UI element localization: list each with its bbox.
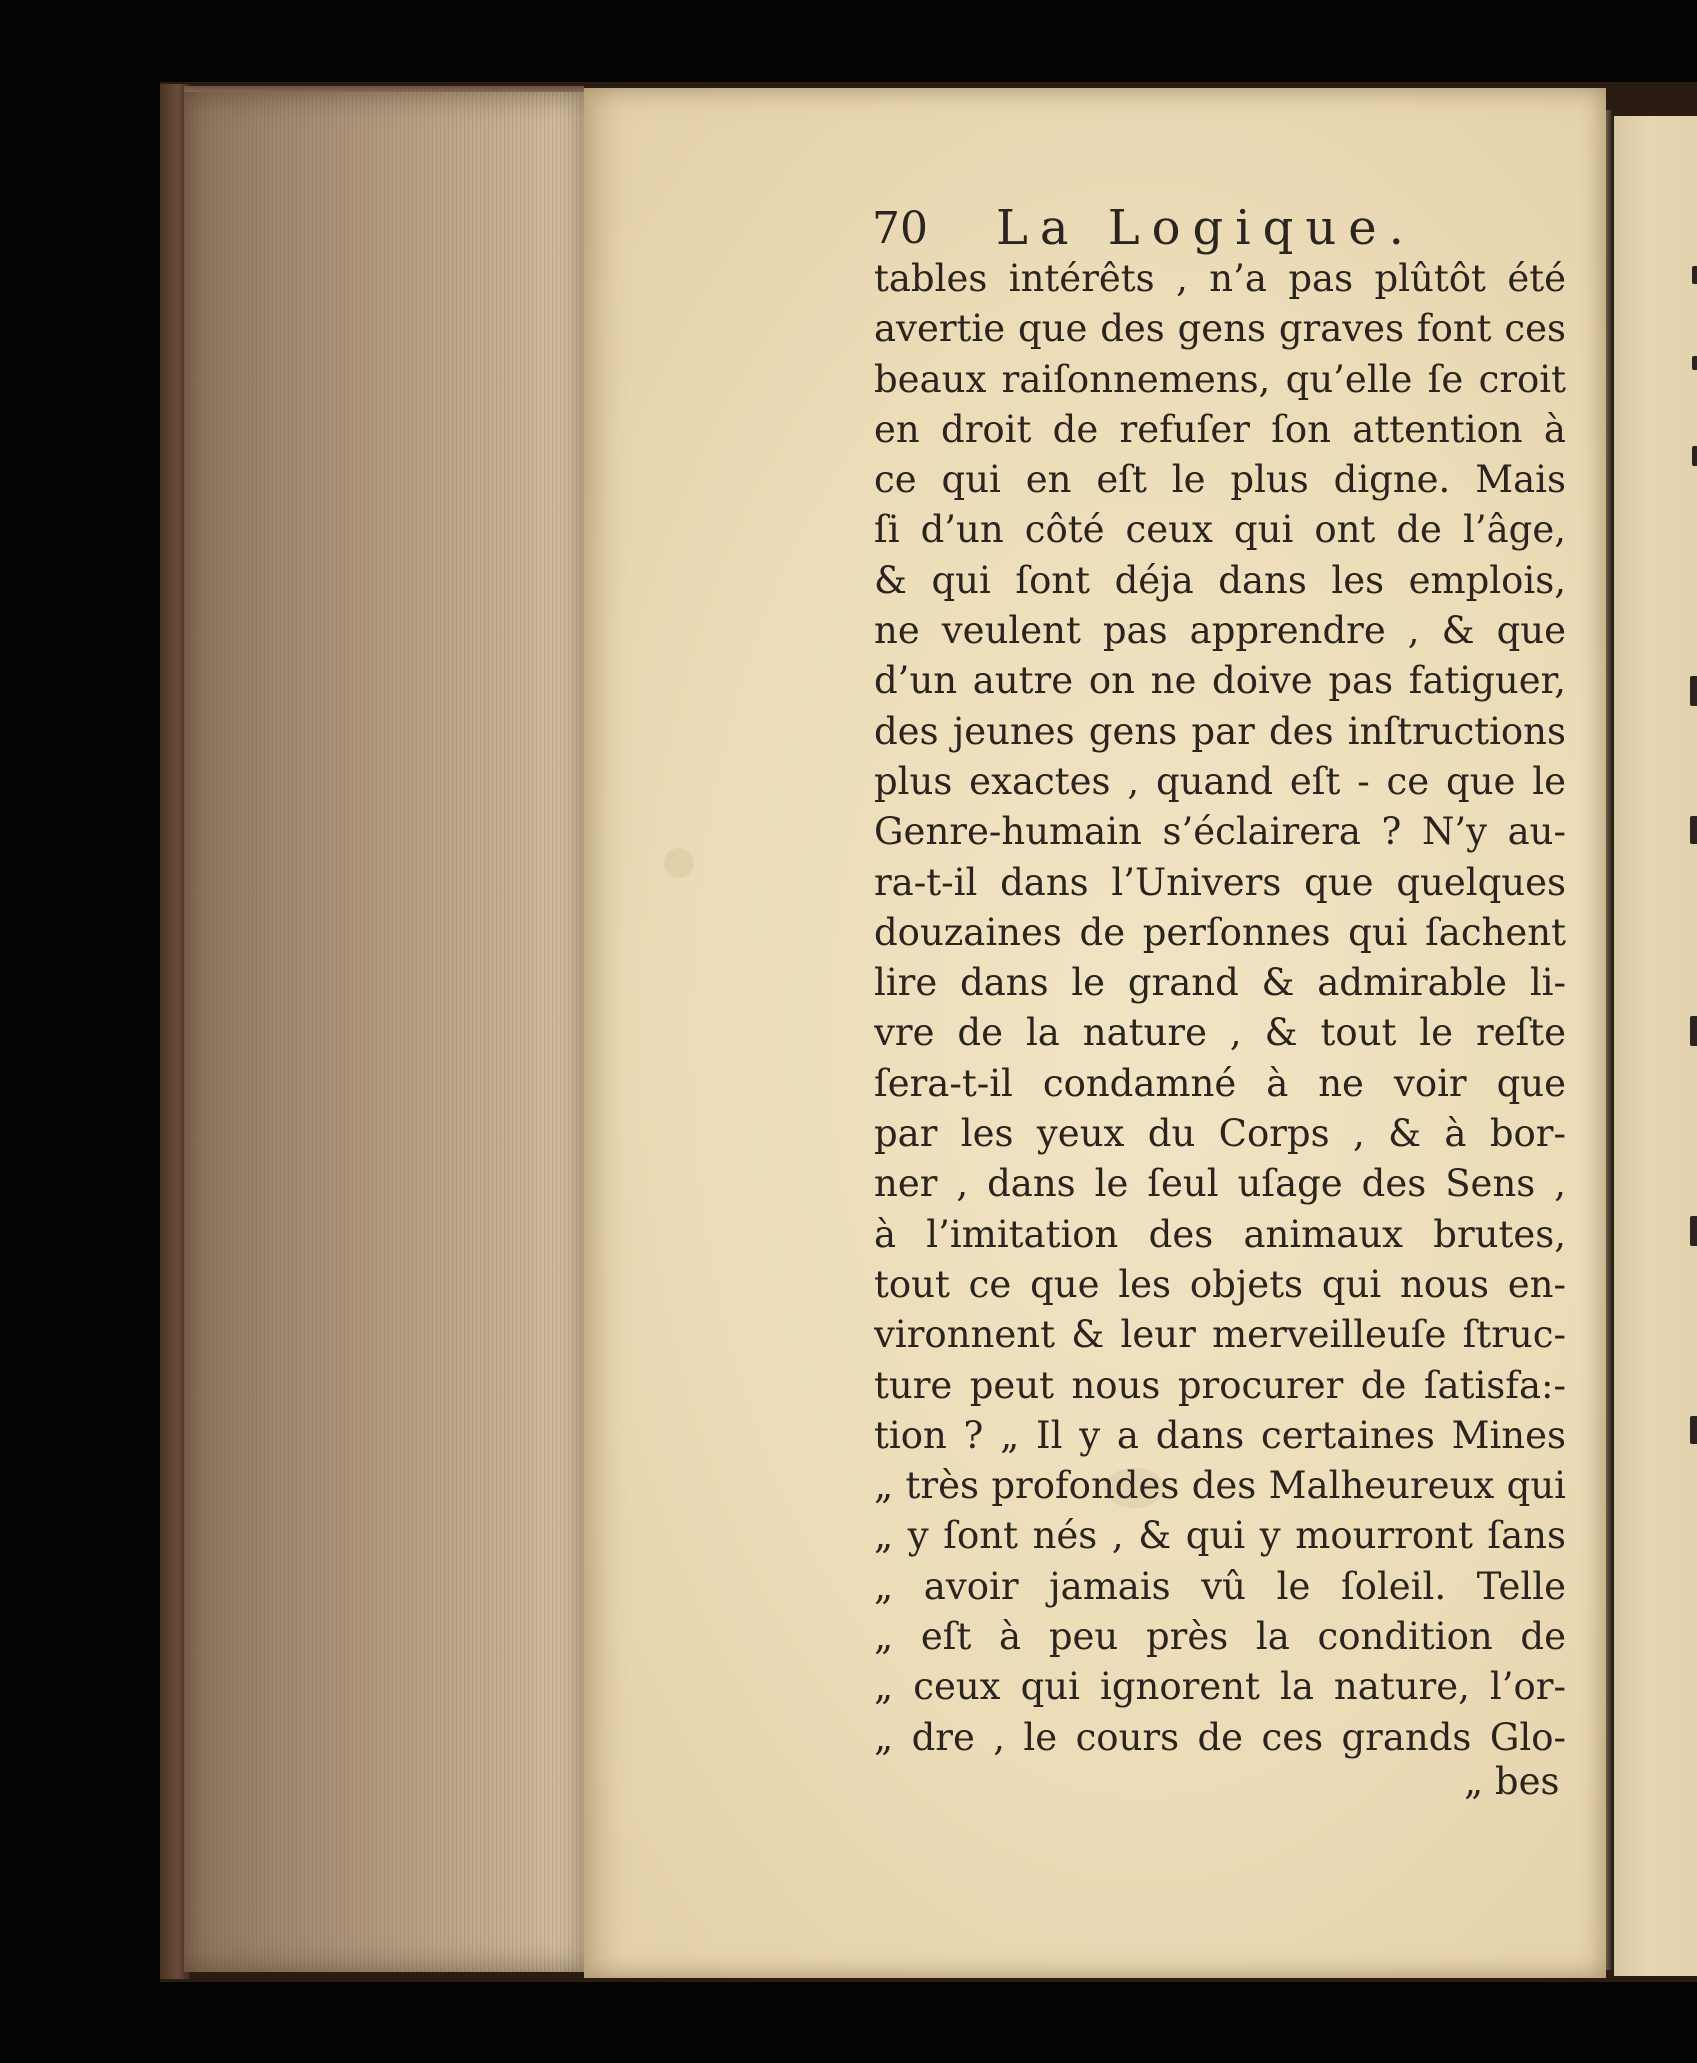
text-line: lire dans le grand & admirable li- [874, 961, 1566, 1005]
text-line: „ y ſont nés , & qui y mourront ſans [874, 1514, 1566, 1558]
text-line: des jeunes gens par des inſtructions [874, 709, 1566, 753]
facing-page-letter-fragment [1690, 1216, 1697, 1246]
text-line: vironnent & leur merveilleuſe ſtruc- [874, 1313, 1566, 1357]
text-line: ne veulent pas apprendre , & que [874, 609, 1566, 653]
text-line: ture peut nous procurer de ſatisfa:- [874, 1363, 1566, 1407]
text-line: par les yeux du Corps , & à bor- [874, 1112, 1566, 1156]
text-line: d’un autre on ne doive pas fatiguer, [874, 659, 1566, 703]
text-line: beaux raiſonnemens, qu’elle ſe croit [874, 357, 1566, 401]
text-line: ra-t-il dans l’Univers que quelques [874, 860, 1566, 904]
text-line: & qui ſont déja dans les emplois, [874, 558, 1566, 602]
facing-page-letter-fragment [1690, 676, 1697, 706]
facing-page-letter-fragment [1692, 356, 1697, 370]
facing-page-letter-fragment [1690, 1416, 1697, 1444]
body-text [874, 254, 1566, 1763]
text-line: Genre-humain s’éclairera ? N’y au- [874, 810, 1566, 854]
text-line: tion ? „ Il y a dans certaines Mines [874, 1413, 1566, 1457]
text-line: ner , dans le ſeul uſage des Sens , [874, 1162, 1566, 1206]
text-line: „ ceux qui ignorent la nature, l’or- [874, 1665, 1566, 1709]
text-line: ſi d’un côté ceux qui ont de l’âge, [874, 508, 1566, 552]
text-line: „ eſt à peu près la condition de [874, 1615, 1566, 1659]
text-line: plus exactes , quand eſt - ce que le [874, 759, 1566, 803]
text-line: „ avoir jamais vû le ſoleil. Telle [874, 1564, 1566, 1608]
text-line: avertie que des gens graves font ces [874, 307, 1566, 351]
facing-page-edge [1614, 116, 1697, 1976]
facing-page-letter-fragment [1690, 816, 1697, 844]
text-line: „ dre , le cours de ces grands Glo- [874, 1715, 1566, 1759]
text-line: vre de la nature , & tout le reſte [874, 1011, 1566, 1055]
paper-stain [664, 848, 694, 878]
page-gutter [1606, 110, 1614, 1970]
facing-page-letter-fragment [1692, 266, 1697, 284]
text-line: ce qui en eſt le plus digne. Mais [874, 458, 1566, 502]
facing-page-letter-fragment [1692, 446, 1697, 466]
page-block-fore-edge [184, 92, 584, 1972]
text-line: à l’imitation des animaux brutes, [874, 1212, 1566, 1256]
running-head: La Logique. [996, 200, 1416, 256]
text-line: ſera-t-il condamné à ne voir que [874, 1061, 1566, 1105]
text-line: tout ce que les objets qui nous en- [874, 1262, 1566, 1306]
text-line: „ très profondes des Malheureux qui [874, 1464, 1566, 1508]
page-header [872, 200, 1416, 260]
catchword: „ bes [1464, 1760, 1560, 1803]
text-line: tables intérêts , n’a pas plûtôt été [874, 257, 1566, 300]
page-number: 70 [872, 203, 928, 254]
text-line: en droit de refuſer ſon attention à [874, 407, 1566, 451]
facing-page-letter-fragment [1690, 1016, 1697, 1046]
text-line: douzaines de perſonnes qui ſachent [874, 910, 1566, 954]
